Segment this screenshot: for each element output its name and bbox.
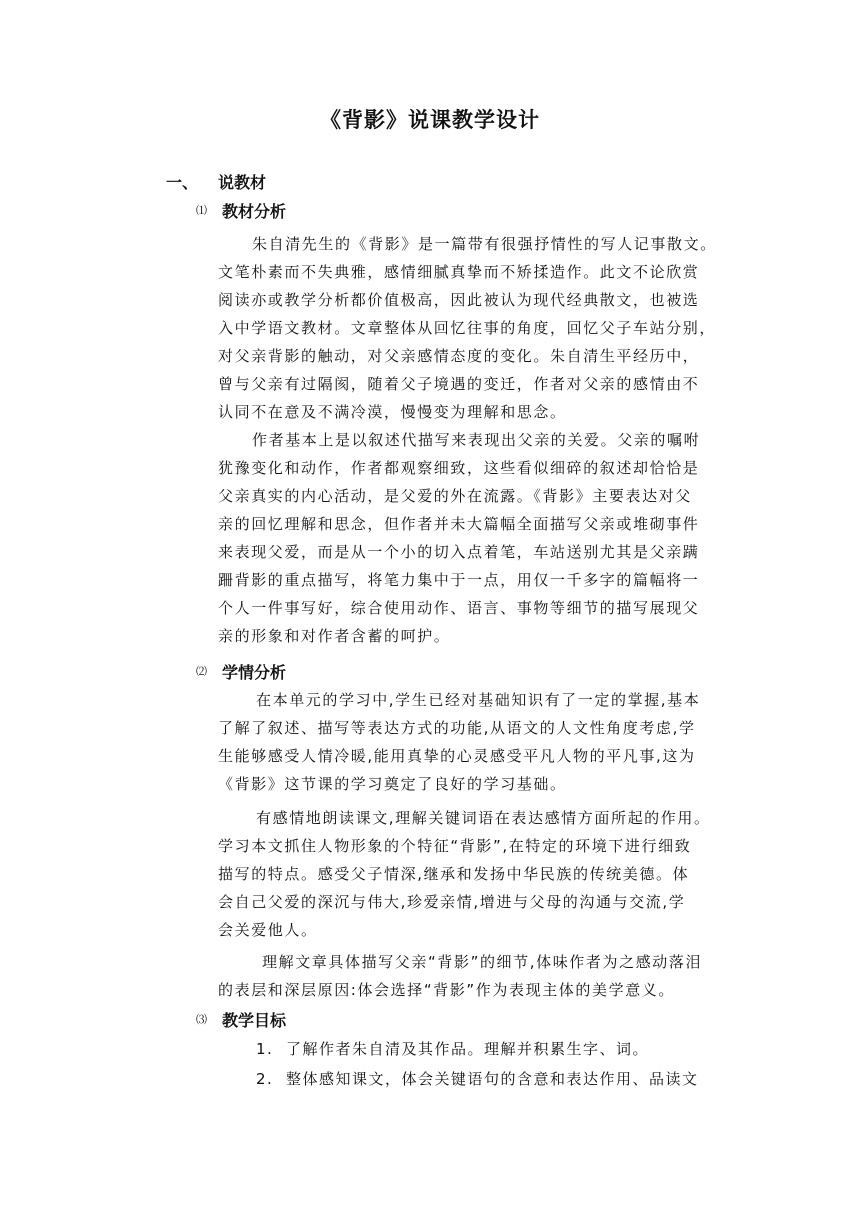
text-line: 理解文章具体描写父亲“背影”的细节,体味作者为之感动落泪 (262, 953, 703, 971)
text-line: 阅读亦或教学分析都价值极高，因此被认为现代经典散文，也被选 (218, 291, 700, 309)
subsection-label: 教材分析 (222, 202, 287, 221)
paragraph (218, 686, 700, 798)
text-line: 会关爱他人。 (218, 921, 318, 939)
text-line: 文笔朴素而不失典雅，感情细腻真挚而不矫揉造作。此文不论欣赏 (218, 263, 700, 281)
text-line: 会自己父爱的深沉与伟大,珍爱亲情,增进与父母的沟通与交流,学 (218, 893, 686, 911)
text-line: 在本单元的学习中,学生已经对基础知识有了一定的掌握,基本 (256, 691, 701, 709)
text-line: 跚背影的重点描写，将笔力集中于一点，用仅一千多字的篇幅将一 (218, 571, 700, 589)
section-number: 一、 (166, 173, 199, 192)
section-heading: 说教材 (218, 173, 267, 192)
paragraph (218, 948, 702, 1004)
list-item (256, 1068, 699, 1089)
text-line: 犹豫变化和动作，作者都观察细致，这些看似细碎的叙述却恰恰是 (218, 459, 700, 477)
text-line: 了解了叙述、描写等表达方式的功能,从语文的人文性角度考虑,学 (218, 719, 696, 737)
text-line: 生能够感受人情冷暖,能用真挚的心灵感受平凡人物的平凡事,这为 (218, 747, 696, 765)
document-title: 《背影》说课教学设计 (320, 108, 540, 132)
paragraph (218, 804, 711, 944)
text-line: 对父亲背影的触动，对父亲感情态度的变化。朱自清生平经历中， (218, 347, 700, 365)
paragraph (218, 426, 700, 650)
text-line: 亲的回忆理解和思念，但作者并未大篇幅全面描写父亲或堆砌事件 (218, 515, 700, 533)
text-line: 认同不在意及不满冷漠，慢慢变为理解和思念。 (218, 403, 567, 421)
list-item-number: 2. (256, 1070, 274, 1088)
text-line: 朱自清先生的《背影》是一篇带有很强抒情性的写人记事散文。 (252, 235, 717, 253)
text-line: 作者基本上是以叙述代描写来表现出父亲的关爱。父亲的嘱咐 (252, 431, 701, 449)
subsection-label: 学情分析 (222, 663, 287, 682)
text-line: 学习本文抓住人物形象的个特征“背影”,在特定的环境下进行细致 (218, 837, 692, 855)
subsection-number: ⑶ (196, 1013, 207, 1026)
text-line: 《背影》这节课的学习奠定了良好的学习基础。 (218, 775, 567, 793)
text-line: 个人一件事写好，综合使用动作、语言、事物等细节的描写展现父 (218, 599, 700, 617)
paragraph (218, 230, 717, 426)
text-line: 入中学语文教材。文章整体从回忆往事的角度，回忆父子车站分别， (218, 319, 717, 337)
subsection-number: ⑵ (196, 665, 207, 678)
subsection-label: 教学目标 (222, 1011, 287, 1030)
list-item-text: 整体感知课文，体会关键语句的含意和表达作用、品读文 (286, 1070, 699, 1088)
text-line: 曾与父亲有过隔阂，随着父子境遇的变迁，作者对父亲的感情由不 (218, 375, 700, 393)
text-line: 描写的特点。感受父子情深,继承和发扬中华民族的传统美德。体 (218, 865, 690, 883)
text-line: 父亲真实的内心活动，是父爱的外在流露。《背影》主要表达对父 (218, 487, 692, 505)
list-item-text: 了解作者朱自清及其作品。理解并积累生字、词。 (286, 1040, 650, 1058)
list-item (256, 1038, 649, 1059)
text-line: 亲的形象和对作者含蓄的呵护。 (218, 627, 451, 645)
subsection-number: ⑴ (196, 204, 207, 217)
list-item-number: 1. (256, 1040, 274, 1058)
text-line: 来表现父爱，而是从一个小的切入点着笔，车站送别尤其是父亲蹒 (218, 543, 700, 561)
text-line: 的表层和深层原因:体会选择“背影”作为表现主体的美学意义。 (218, 981, 675, 999)
text-line: 有感情地朗读课文,理解关键词语在表达感情方面所起的作用。 (256, 809, 711, 827)
